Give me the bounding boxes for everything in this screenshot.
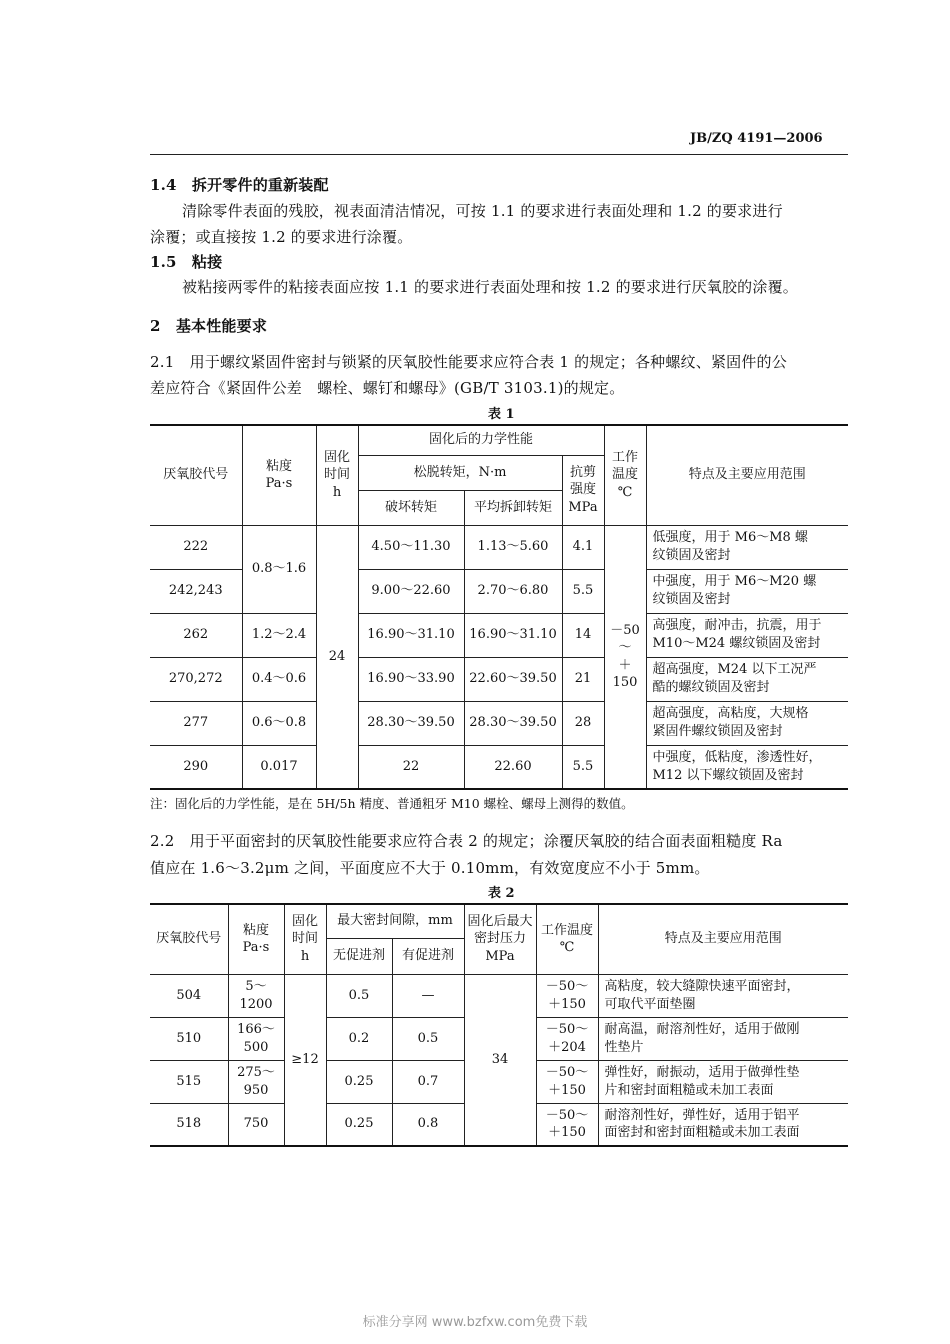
t1-cell-viscosity: 1.2～2.4	[242, 613, 316, 657]
t1-cell-features: 高强度，耐冲击，抗震，用于 M10～M24 螺纹锁固及密封	[646, 613, 848, 657]
t2-cell-features: 高粘度，较大缝隙快速平面密封， 可取代平面垫圈	[598, 974, 848, 1017]
table-row	[150, 613, 848, 657]
t1-header-break-torque: 破坏转矩	[358, 490, 464, 525]
t2-cell-no-accelerator: 0.5	[326, 974, 392, 1017]
t2-cell-no-accelerator: 0.25	[326, 1103, 392, 1146]
t1-cell-code: 262	[150, 613, 242, 657]
t2-header-pressure: 固化后最大 密封压力 MPa	[464, 904, 536, 974]
t2-cell-no-accelerator: 0.2	[326, 1017, 392, 1060]
t1-header-code: 厌氧胶代号	[150, 425, 242, 525]
t2-header-no-accelerator: 无促进剂	[326, 938, 392, 974]
t1-cell-viscosity: 0.6～0.8	[242, 701, 316, 745]
t2-cell-temp: －50～ ＋150	[536, 1103, 598, 1146]
t1-header-work-temp: 工作 温度 ℃	[604, 425, 646, 525]
section-2-title: 2 基本性能要求	[150, 317, 268, 335]
t2-cell-with-accelerator: 0.8	[392, 1103, 464, 1146]
t1-cell-avg: 1.13～5.60	[464, 525, 562, 569]
t1-cell-features: 中强度，低粘度，渗透性好， M12 以下螺纹锁固及密封	[646, 745, 848, 789]
t1-cell-break: 28.30～39.50	[358, 701, 464, 745]
t1-cell-code: 270,272	[150, 657, 242, 701]
footer-watermark: 标准分享网 www.bzfxw.com免费下载	[362, 1315, 588, 1330]
t2-header-work-temp: 工作温度 ℃	[536, 904, 598, 974]
t1-header-avg-torque: 平均拆卸转矩	[464, 490, 562, 525]
t1-cell-avg: 22.60	[464, 745, 562, 789]
t1-cell-shear: 5.5	[562, 745, 604, 789]
table1-note: 注：固化后的力学性能，是在 5H/5h 精度、普通粗牙 M10 螺栓、螺母上测得的数值。	[150, 796, 634, 811]
t1-cell-break: 16.90～33.90	[358, 657, 464, 701]
t1-cell-code: 277	[150, 701, 242, 745]
t1-cell-avg: 16.90～31.10	[464, 613, 562, 657]
t1-cell-cure-time-merged: 24	[316, 525, 358, 789]
t2-cell-temp: －50～ ＋204	[536, 1017, 598, 1060]
t2-header-with-accelerator: 有促进剂	[392, 938, 464, 974]
table-row	[150, 657, 848, 701]
t1-header-loosen-torque: 松脱转矩，N·m	[358, 455, 562, 490]
t1-cell-shear: 14	[562, 613, 604, 657]
t1-cell-shear: 28	[562, 701, 604, 745]
t1-cell-avg: 2.70～6.80	[464, 569, 562, 613]
t2-cell-temp: －50～ ＋150	[536, 1060, 598, 1103]
t2-cell-code: 504	[150, 974, 228, 1017]
t1-cell-break: 9.00～22.60	[358, 569, 464, 613]
t2-cell-features: 弹性好，耐振动，适用于做弹性垫 片和密封面粗糙或未加工表面	[598, 1060, 848, 1103]
section-2-2-para-line1: 2.2 用于平面密封的厌氧胶性能要求应符合表 2 的规定；涂覆厌氧胶的结合面表面粗糙度 Ra	[150, 832, 783, 850]
t1-cell-shear: 5.5	[562, 569, 604, 613]
t2-cell-features: 耐高温，耐溶剂性好，适用于做刚 性垫片	[598, 1017, 848, 1060]
t1-cell-break: 4.50～11.30	[358, 525, 464, 569]
t1-header-mechanical: 固化后的力学性能	[358, 425, 604, 455]
t1-header-features: 特点及主要应用范围	[646, 425, 848, 525]
t1-cell-code: 222	[150, 525, 242, 569]
t2-cell-viscosity: 166～500	[228, 1017, 284, 1060]
t1-cell-features: 低强度，用于 M6～M8 螺 纹锁固及密封	[646, 525, 848, 569]
t1-header-cure-time: 固化 时间 h	[316, 425, 358, 525]
t1-cell-features: 超高强度，高粘度，大规格 紧固件螺纹锁固及密封	[646, 701, 848, 745]
table-row	[150, 525, 848, 569]
section-1-4-para-line1: 清除零件表面的残胶，视表面清洁情况，可按 1.1 的要求进行表面处理和 1.2 的要求进行	[182, 202, 783, 220]
t1-header-viscosity: 粘度 Pa·s	[242, 425, 316, 525]
section-1-5-para: 被粘接两零件的粘接表面应按 1.1 的要求进行表面处理和按 1.2 的要求进行厌氧胶的涂覆。	[182, 278, 798, 296]
t1-header-shear: 抗剪 强度 MPa	[562, 455, 604, 525]
t1-cell-avg: 22.60～39.50	[464, 657, 562, 701]
t1-cell-break: 22	[358, 745, 464, 789]
t2-cell-code: 518	[150, 1103, 228, 1146]
standard-code: JB/ZQ 4191—2006	[690, 131, 823, 146]
t2-cell-viscosity: 275～950	[228, 1060, 284, 1103]
t1-cell-features: 超高强度，M24 以下工况严 酷的螺纹锁固及密封	[646, 657, 848, 701]
t2-cell-code: 510	[150, 1017, 228, 1060]
t2-cell-viscosity: 5～1200	[228, 974, 284, 1017]
table-2	[150, 903, 848, 1147]
t2-cell-viscosity: 750	[228, 1103, 284, 1146]
t2-header-max-gap: 最大密封间隙，mm	[326, 904, 464, 938]
header-rule	[150, 154, 848, 155]
table-row	[150, 974, 848, 1017]
section-2-1-para-line1: 2.1 用于螺纹紧固件密封与锁紧的厌氧胶性能要求应符合表 1 的规定；各种螺纹、紧固件的公	[150, 353, 787, 371]
t2-cell-with-accelerator: 0.5	[392, 1017, 464, 1060]
t2-cell-temp: －50～ ＋150	[536, 974, 598, 1017]
t2-cell-code: 515	[150, 1060, 228, 1103]
section-1-4-title: 1.4 拆开零件的重新装配	[150, 176, 329, 194]
t1-cell-break: 16.90～31.10	[358, 613, 464, 657]
t2-header-cure-time: 固化 时间 h	[284, 904, 326, 974]
table-row	[150, 701, 848, 745]
t1-cell-features: 中强度，用于 M6～M20 螺 纹锁固及密封	[646, 569, 848, 613]
section-1-4-para-line2: 涂覆；或直接按 1.2 的要求进行涂覆。	[150, 228, 413, 246]
t2-cell-pressure-merged: 34	[464, 974, 536, 1146]
table1-caption: 表 1	[488, 407, 515, 422]
t2-cell-with-accelerator: —	[392, 974, 464, 1017]
section-2-2-para-line2: 值应在 1.6～3.2μm 之间，平面度应不大于 0.10mm，有效宽度应不小于 5mm。	[150, 859, 710, 877]
table-row	[150, 745, 848, 789]
t2-header-code: 厌氧胶代号	[150, 904, 228, 974]
t1-cell-viscosity: 0.4～0.6	[242, 657, 316, 701]
t1-cell-shear: 21	[562, 657, 604, 701]
t2-cell-cure-time-merged: ≥12	[284, 974, 326, 1146]
t1-cell-viscosity-merged: 0.8～1.6	[242, 525, 316, 613]
table2-caption: 表 2	[488, 886, 515, 901]
t1-cell-shear: 4.1	[562, 525, 604, 569]
t2-header-viscosity: 粘度 Pa·s	[228, 904, 284, 974]
t1-cell-code: 290	[150, 745, 242, 789]
t2-cell-no-accelerator: 0.25	[326, 1060, 392, 1103]
t2-cell-with-accelerator: 0.7	[392, 1060, 464, 1103]
t1-cell-viscosity: 0.017	[242, 745, 316, 789]
table-1	[150, 424, 848, 790]
t1-cell-code: 242,243	[150, 569, 242, 613]
t2-header-features: 特点及主要应用范围	[598, 904, 848, 974]
t1-cell-temp-merged: －50～ ＋150	[604, 525, 646, 789]
t1-cell-avg: 28.30～39.50	[464, 701, 562, 745]
t2-cell-features: 耐溶剂性好，弹性好，适用于铝平 面密封和密封面粗糙或未加工表面	[598, 1103, 848, 1146]
section-1-5-title: 1.5 粘接	[150, 253, 223, 271]
section-2-1-para-line2: 差应符合《紧固件公差 螺栓、螺钉和螺母》(GB/T 3103.1)的规定。	[150, 379, 625, 397]
